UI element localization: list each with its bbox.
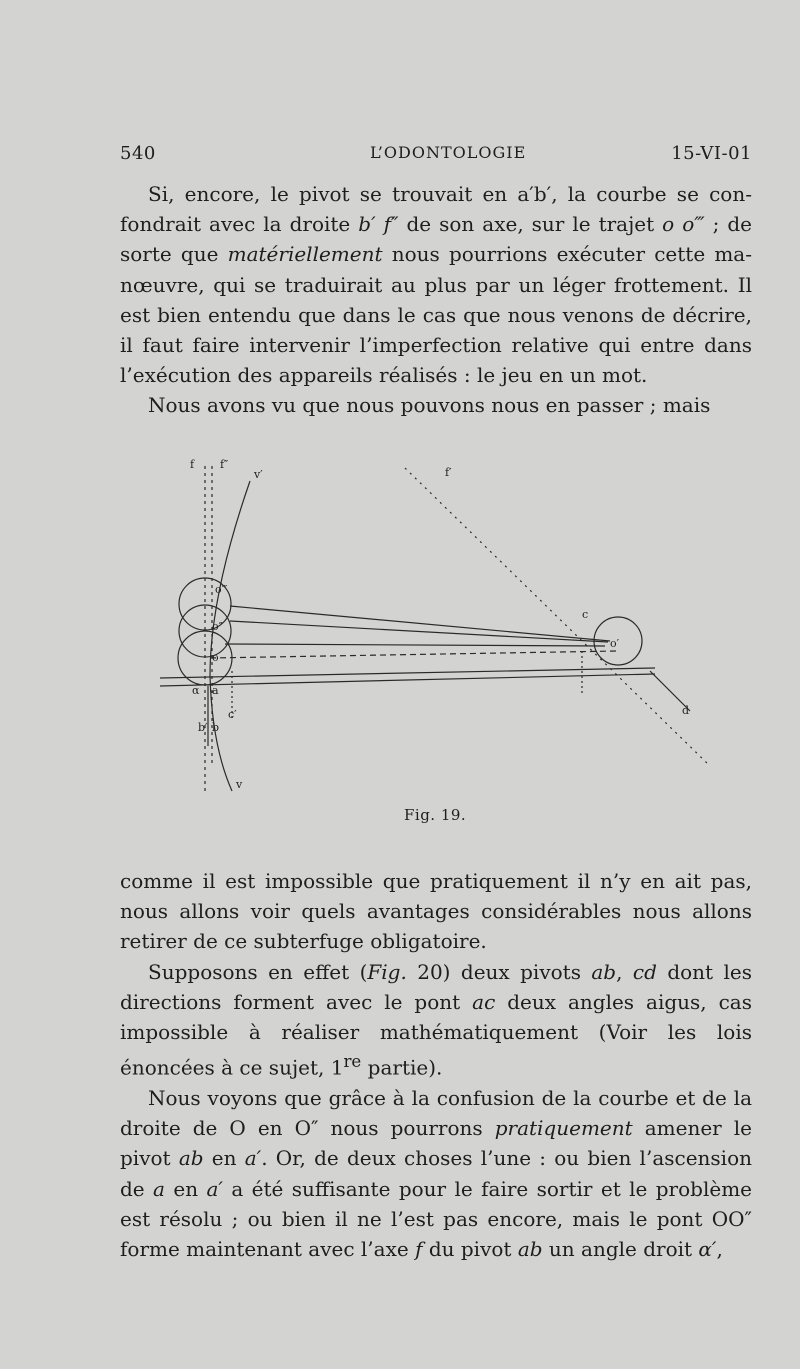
text-run: deux angles aigus, cas impossible à réaliser mathématiquement (Voir les lois énoncées à ce sujet, 1 (120, 989, 752, 1080)
bridge-line-1 (230, 606, 610, 641)
italic-run: pratiquement (494, 1116, 633, 1141)
text-run: amener le pivot (120, 1116, 752, 1171)
bridge-line-3 (225, 644, 605, 646)
label-d: d (682, 704, 690, 717)
label-o: o (212, 651, 219, 664)
label-c: c (582, 608, 589, 621)
text-run: Nous voyons que grâce à la confusion de la courbe et de la droite de O en O″ nous pourrons (120, 1086, 752, 1141)
figure-caption: Fig. 19. (404, 806, 467, 824)
label-f: f (190, 458, 195, 471)
label-alpha: α (192, 684, 200, 697)
text-run: du pivot (422, 1237, 518, 1262)
label-b: b (212, 721, 220, 734)
label-f-pp: f″ (220, 458, 229, 471)
italic-run: ac (472, 989, 496, 1014)
bridge-line-5 (160, 674, 655, 686)
italic-run: b′ f″ (358, 212, 399, 237)
label-v-prime: v′ (254, 468, 263, 481)
paragraph: Nous avons vu que nous pouvons nous en passer ; mais (148, 393, 711, 418)
journal-title: L’ODONTOLOGIE (370, 143, 527, 162)
superscript: re (343, 1052, 362, 1072)
text-run: en (203, 1146, 245, 1171)
label-c-prime: c′ (228, 708, 237, 721)
label-a: a (212, 684, 219, 697)
paragraph (120, 179, 752, 390)
text-run: . Or, de deux choses l’une : ou bien l’ascension de (120, 1146, 753, 1201)
italic-run: a′ (206, 1176, 223, 1201)
issue-date: 15-VI-01 (671, 143, 752, 164)
text-run: ; de sorte que (120, 212, 753, 267)
italic-run: matériellement (227, 242, 383, 267)
text-run: a été suffisante pour le faire sortir et le problème est résolu ; ou bien il ne l’est pas encore, mais le pont OO″ forme maintenant avec l’axe (120, 1176, 752, 1262)
label-o-prime: o′ (610, 637, 620, 650)
label-f-prime: f′ (445, 466, 452, 479)
paragraph (120, 1083, 752, 1264)
text-run: 20) deux pivots (406, 959, 592, 984)
label-o-ppp: o‴ (215, 583, 228, 596)
italic-run: ab (517, 1237, 543, 1262)
text-run: partie). (361, 1055, 443, 1080)
bridge-line-2 (230, 621, 608, 642)
text-run: dont les directions forment avec le pont (120, 959, 752, 1014)
italic-run: o o‴ (662, 212, 705, 237)
text-run: en (164, 1176, 207, 1201)
dashed-axis (210, 651, 618, 658)
text-run: nous pourrions exécuter cette ma-nœuvre, qui se traduirait au plus par un léger frottement. Il est bien entendu que dans le cas que nous venons de décrire, il faut faire intervenir l’imperfection relative qui entre dans l’exécution des appareils réalisés : le jeu en un mot. (120, 242, 752, 388)
paragraph: comme il est impossible que pratiquement il n’y en ait pas, nous allons voir quels avantages considérables nous allons retirer de ce subterfuge obligatoire. (120, 869, 752, 954)
italic-run: ab (591, 959, 617, 984)
italic-run: a (153, 1176, 165, 1201)
italic-run: cd (632, 959, 657, 984)
label-v: v (236, 778, 243, 791)
text-run: Supposons en effet ( (148, 959, 368, 984)
text-run: un angle droit (542, 1237, 699, 1262)
diagonal-f-prime (405, 468, 710, 766)
italic-run: Fig. (367, 959, 407, 984)
text-block-bottom (120, 866, 752, 1264)
text-run: , (716, 1237, 723, 1262)
label-b-prime: b′ (198, 721, 208, 734)
page-number: 540 (120, 143, 156, 164)
figure-diagram (150, 446, 710, 806)
text-block-top (120, 179, 752, 421)
text-run: , (616, 959, 633, 984)
italic-run: a′ (244, 1146, 262, 1171)
figure-19 (150, 446, 710, 806)
paragraph (120, 957, 752, 1083)
label-o-pp: o″ (212, 620, 223, 633)
text-run: de son axe, sur le trajet (398, 212, 663, 237)
running-header (120, 143, 752, 173)
italic-run: α′ (698, 1237, 717, 1262)
bridge-line-4 (160, 668, 655, 678)
text-run: Si, encore, le pivot se trouvait en a′b′, la courbe se con-fondrait avec la droite (120, 182, 752, 237)
italic-run: ab (178, 1146, 204, 1171)
italic-run: f (415, 1237, 423, 1262)
